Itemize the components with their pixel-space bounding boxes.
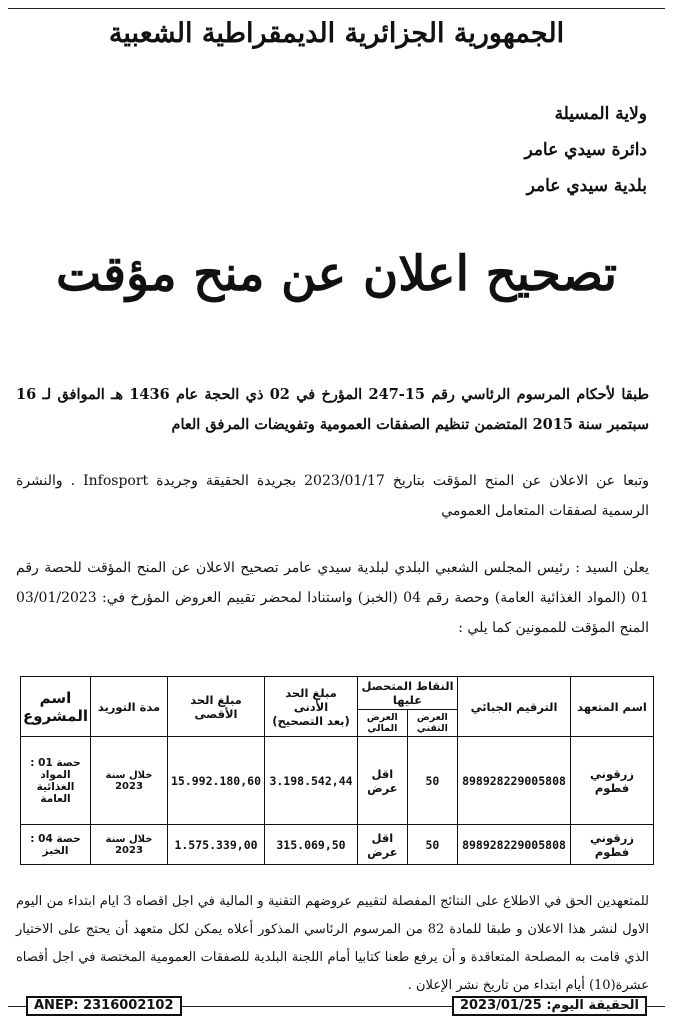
award-table [20,676,654,865]
baladia-label: بلدية سيدي عامر [526,176,647,196]
financial-header: العرض المالي [358,710,408,737]
appeal-paragraph: للمتعهدين الحق في الاطلاع على النتائج المفصلة لتقييم عروضهم التقنية و المالية في اجل اقصاه 3 ايام ابتداء من اليوم الاول لنشر هذا الاعلان و طبقا للمادة 82 من المرسوم الرئاسي المذكور أعلاه يمكن لكل متعهد أن يحتج على الاختيار الذي قامت به المصلحة المتعاقدة و أن يرفع طعنا كتابيا أمام اللجنة البلدية للصفقات العمومية المختصة في اجل أقصاه عشرة(10) أيام ابتداء من تاريخ نشر الإعلان . [16,894,649,993]
duration-header: مدة التوريد [91,677,168,737]
financial-score-cell: اقل عرض [358,825,408,865]
technical-score-cell: 50 [407,825,457,865]
technical-score-cell: 50 [407,737,457,825]
bidder-cell: زرقوني فطوم [571,737,654,825]
bidder-cell: زرقوني فطوم [571,825,654,865]
reference-paragraph: وتبعا عن الاعلان عن المنح المؤقت بتاريخ 2023/01/17 بجريدة الحقيقة وجريدة Infosport . والنشرة الرسمية لصفقات المتعامل العمومي [16,473,649,519]
project-header: اسم المشروع [21,677,91,737]
financial-score-cell: اقل عرض [358,737,408,825]
amount-max-header: مبلغ الحد الأقصى [168,677,265,737]
footer [8,996,665,1016]
top-divider [8,8,665,9]
legal-basis-paragraph: طبقا لأحكام المرسوم الرئاسي رقم 15-247 المؤرخ في 02 ذي الحجة عام 1436 هـ الموافق لـ 16 سبتمبر سنة 2015 المتضمن تنظيم الصفقات العمومية وتفويضات المرفق العام [16,386,649,433]
amount-min-cell: 315.069,50 [265,825,358,865]
bidder-header: اسم المتعهد [571,677,654,737]
amount-min-cell: 3.198.542,44 [265,737,358,825]
tax-id-cell: 898928229005808 [458,825,571,865]
announcement-title: تصحيح اعلان عن منح مؤقت [55,246,618,302]
technical-header: العرض التقني [407,710,457,737]
announcement-paragraph: يعلن السيد : رئيس المجلس الشعبي البلدي لبلدية سيدي عامر تصحيح الاعلان عن المنح المؤقت للحصة رقم 01 (المواد الغذائية العامة) وحصة رقم 04 (الخبز) واستنادا لمحضر تقييم العروض المؤرخ في: 03/01/2023 المنح المؤقت للممونين كما يلي : [16,560,649,636]
wilaya-label: ولاية المسيلة [554,104,647,124]
amount-max-cell: 1.575.339,00 [168,825,265,865]
anep-badge: ANEP: 2316002102 [26,996,182,1016]
amount-max-cell: 15.992.180,60 [168,737,265,825]
administrative-block [524,96,647,204]
amount-min-header [265,677,358,737]
project-cell: حصة 04 : الخبز [21,825,91,865]
table-header-row [21,677,654,710]
daira-label: دائرة سيدي عامر [524,140,647,160]
table-row [21,737,654,825]
project-cell: حصة 01 : المواد الغذائية العامة [21,737,91,825]
duration-cell: خلال سنة 2023 [91,737,168,825]
newspaper-badge: الحقيقة اليوم: 2023/01/25 [452,996,647,1016]
after-correction-label: (بعد التصحيح) [272,713,350,728]
table-row [21,825,654,865]
tax-id-cell: 898928229005808 [458,737,571,825]
republic-title: الجمهورية الجزائرية الديمقراطية الشعبية [108,18,565,49]
amount-min-label: مبلغ الحد الأدنى [285,685,337,714]
tax-id-header: الترقيم الجبائي [458,677,571,737]
duration-cell: خلال سنة 2023 [91,825,168,865]
score-header: النقاط المتحصل عليها [358,677,458,710]
